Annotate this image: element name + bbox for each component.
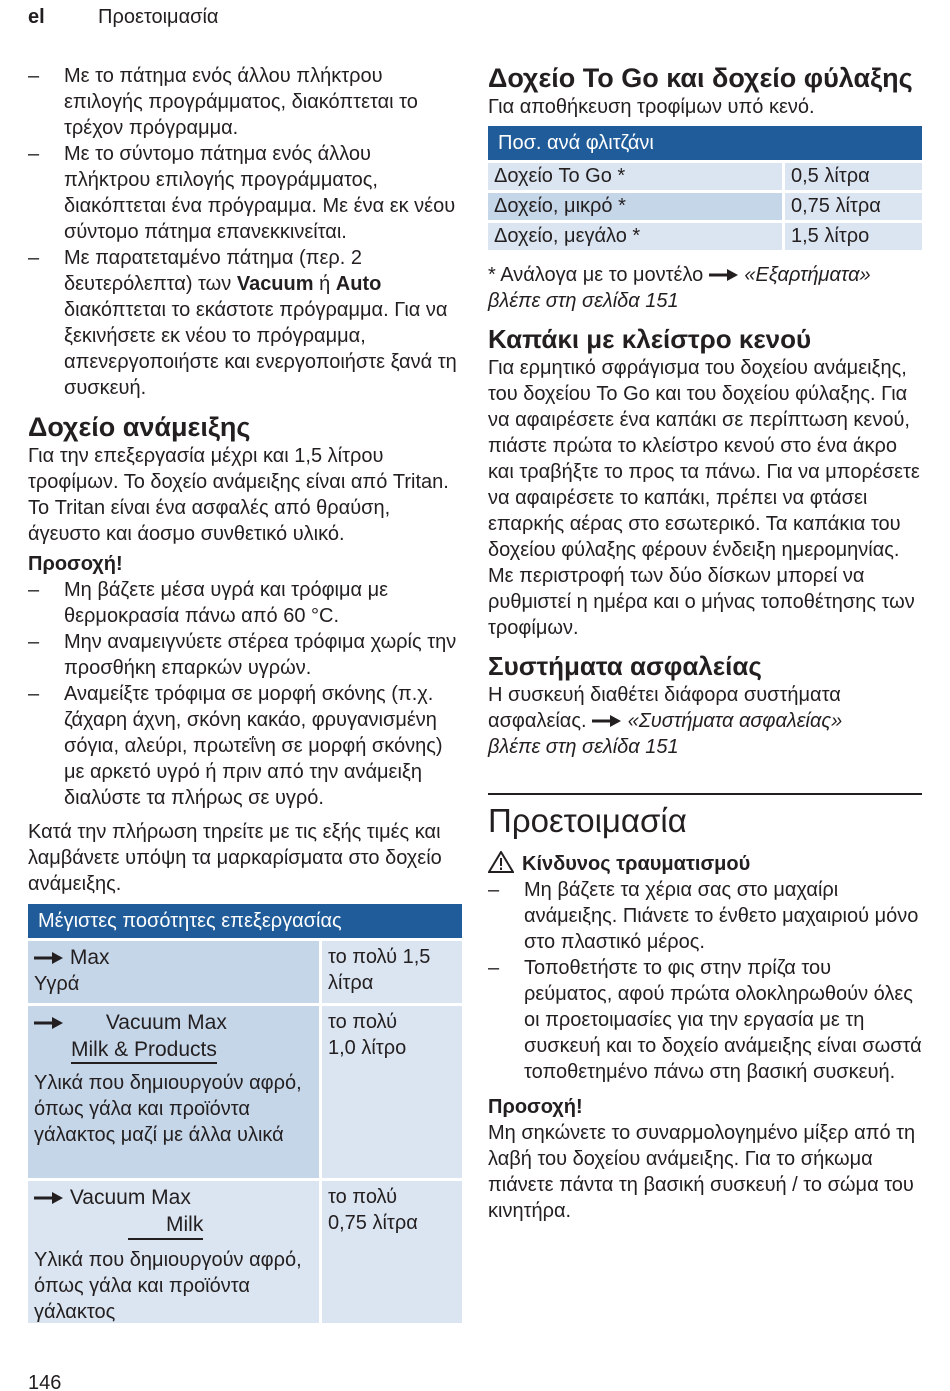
- list-item: – Τοποθετήστε το φις στην πρίζα του ρεύματος, αφού πρώτα ολοκληρωθούν όλες οι προετοιμασίες για την εργασία με τη συσκευή και το δοχείο ανάμειξης είναι σωστά τοποθετημένο πάνω στη βασική συσκευή.: [488, 957, 922, 1083]
- table-row: Δοχείο To Go * 0,5 λίτρα: [488, 163, 922, 190]
- danger-title: Κίνδυνος τραυματισμού: [488, 851, 922, 877]
- qty-line: το πολύ: [328, 1011, 398, 1033]
- arrow-right-icon: [34, 951, 64, 965]
- max-desc: Υγρά: [34, 973, 80, 995]
- milk-desc: Υλικά που δημιουργούν αφρό, όπως γάλα και προϊόντα γάλακτος: [34, 1249, 302, 1323]
- milk-products-label: Milk & Products: [71, 1038, 217, 1064]
- table-row: [28, 1006, 462, 1178]
- fill-instructions: Κατά την πλήρωση τηρείτε με τις εξής τιμές και λαμβάνετε υπόψη τα μαρκαρίσματα στο δοχείο ανάμειξης.: [28, 821, 442, 895]
- section-title-togo: Δοχείο To Go και δοχείο φύλαξης: [488, 63, 913, 93]
- qty-line: το πολύ 1,5: [328, 946, 431, 968]
- page-number: 146: [28, 1372, 62, 1391]
- caution-title: Προσοχή!: [488, 1096, 583, 1118]
- list-item: – Μη βάζετε τα χέρια σας στο μαχαίρι ανάμειξης. Πιάνετε το ένθετο μαχαιριού μόνο στο πλαστικό μέρος.: [488, 879, 919, 953]
- milk-products-desc: Υλικά που δημιουργούν αφρό, όπως γάλα και προϊόντα γάλακτος μαζί με άλλα υλικά: [34, 1072, 302, 1146]
- table-row: [28, 1181, 462, 1323]
- max-button-label: Max: [69, 946, 110, 969]
- arrow-right-icon: [34, 1016, 64, 1030]
- list-item: – Με το σύντομο πάτημα ενός άλλου πλήκτρου επιλογής προγράμματος, διακόπτεται ένα πρόγραμμα. Με ένα εκ νέου σύντομο πάτημα επανεκκινείται.: [28, 143, 456, 243]
- table-row: Δοχείο, μικρό * 0,75 λίτρα: [488, 193, 922, 220]
- vacuum-max-label: Vacuum Max: [69, 1186, 191, 1209]
- togo-text: Για αποθήκευση τροφίμων υπό κενό.: [488, 96, 815, 118]
- qty-line: λίτρα: [328, 972, 374, 994]
- list-item: – Με παρατεταμένο πάτημα (περ. 2 δευτερόλεπτα) των Vacuum ή Auto διακόπτεται το εκάστοτε πρόγραμμα. Για να ξεκινήσετε εκ νέου το πρόγραμμα, απενεργοποιήστε και ενεργοποιήστε ξανά τη συσκευή.: [28, 247, 457, 399]
- safety-link[interactable]: «Συστήματα ασφαλείας»: [627, 710, 843, 732]
- table-row: Δοχείο, μεγάλο * 1,5 λίτρο: [488, 223, 922, 250]
- language-code: el: [28, 6, 45, 28]
- qty-line: 0,75 λίτρα: [328, 1212, 418, 1234]
- list-item: – Μη βάζετε μέσα υγρά και τρόφιμα με θερμοκρασία πάνω από 60 °C.: [28, 579, 389, 627]
- running-header: Προετοιμασία: [98, 6, 219, 28]
- milk-label: Milk: [128, 1211, 203, 1240]
- vacuum-max-label: Vacuum Max: [105, 1011, 227, 1034]
- safety-text: Η συσκευή διαθέτει διάφορα συστήματα ασφαλείας. «Συστήματα ασφαλείας» βλέπε στη σελίδα 151: [488, 684, 843, 758]
- arrow-right-icon: [709, 268, 739, 282]
- section-title-mixing-jug: Δοχείο ανάμειξης: [28, 412, 251, 442]
- page-reference: βλέπε στη σελίδα 151: [488, 736, 679, 758]
- caution-title: Προσοχή!: [28, 553, 123, 575]
- accessories-link[interactable]: «Εξαρτήματα»: [744, 264, 871, 286]
- chapter-title: Προετοιμασία: [488, 802, 687, 839]
- section-title-lid: Καπάκι με κλείστρο κενού: [488, 324, 812, 354]
- arrow-right-icon: [34, 1191, 64, 1205]
- section-divider: [488, 793, 922, 795]
- page-reference: βλέπε στη σελίδα 151: [488, 290, 679, 312]
- table-header: Μέγιστες ποσότητες επεξεργασίας: [28, 904, 462, 938]
- arrow-right-icon: [592, 714, 622, 728]
- lid-text: Για ερμητικό σφράγισμα του δοχείου ανάμειξης, του δοχείου To Go και του δοχείου φύλαξης. Για να αφαιρέσετε ένα καπάκι σε περίπτωση κενού, πιάστε πρώτα το κλείστρο κενού στο ένα άκρο και τραβήξτε το προς τα πάνω. Για να μπορέσετε να αφαιρέσετε το καπάκι, πρέπει να φτάσει επαρκής αέρας στο εσωτερικό. Τα καπάκια του δοχείου φύλαξης φέρουν ένδειξη ημερομηνίας. Με περιστροφή των δύο δίσκων μπορεί να ρυθμιστεί η ημέρα και ο μήνας τοποθέτησης των τροφίμων.: [488, 357, 920, 639]
- caution-text: Μη σηκώνετε το συναρμολογημένο μίξερ από τη λαβή του δοχείου ανάμειξης. Για το σήκωμα πιάνετε πάντα τη βασική συσκευή / το σώμα του κινητήρα.: [488, 1122, 916, 1222]
- list-item: – Μην αναμειγνύετε στέρεα τρόφιμα χωρίς την προσθήκη επαρκών υγρών.: [28, 631, 457, 679]
- max-quantities-table: [28, 904, 462, 1323]
- section-title-safety: Συστήματα ασφαλείας: [488, 651, 762, 681]
- list-item: – Αναμείξτε τρόφιμα σε μορφή σκόνης (π.χ. ζάχαρη άχνη, σκόνη κακάο, φρυγανισμένη σόγια, αλεύρι, πρωτεΐνη σε μορφή σκόνης) με αρκετό υγρό ή πριν από την ανάμειξη διαλύστε τα πλήρως σε υγρό.: [28, 683, 443, 809]
- qty-line: 1,0 λίτρο: [328, 1037, 407, 1059]
- footnote: * Ανάλογα με το μοντέλο «Εξαρτήματα» βλέπε στη σελίδα 151: [488, 264, 871, 312]
- mixing-jug-text: Για την επεξεργασία μέχρι και 1,5 λίτρου τροφίμων. Το δοχείο ανάμειξης είναι από Tritan. Το Tritan είναι ένα ασφαλές από θραύση, άγευστο και άοσμο συνθετικό υλικό.: [28, 445, 449, 545]
- warning-icon: [488, 851, 514, 873]
- table-header: Ποσ. ανά φλιτζάνι: [488, 126, 922, 160]
- cup-table: [488, 126, 922, 250]
- qty-line: το πολύ: [328, 1186, 398, 1208]
- list-item: – Με το πάτημα ενός άλλου πλήκτρου επιλογής προγράμματος, διακόπτεται το τρέχον πρόγραμμα.: [28, 65, 418, 139]
- table-row: [28, 941, 462, 1003]
